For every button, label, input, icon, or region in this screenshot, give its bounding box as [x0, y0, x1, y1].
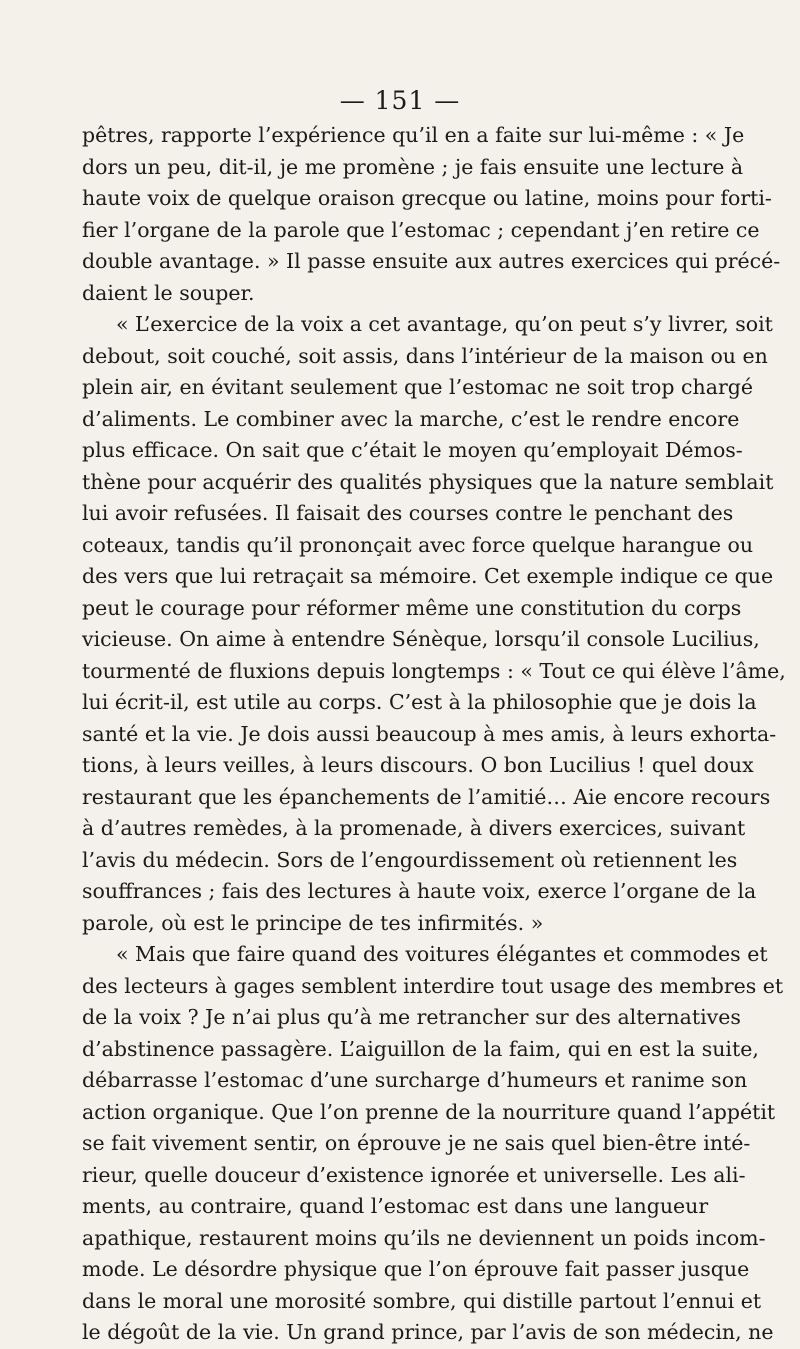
text-line: de la voix ? Je n’ai plus qu’à me retrancher sur des alternatives [82, 1005, 741, 1029]
text-line: peut le courage pour réformer même une constitution du corps [82, 595, 742, 620]
text-line: apathique, restaurent moins qu’ils ne deviennent un poids incom- [82, 1225, 766, 1250]
text-line: coteaux, tandis qu’il prononçait avec force quelque harangue ou [82, 532, 754, 557]
text-line: « L’exercice de la voix a cet avantage, qu’on peut s’y livrer, soit [116, 312, 773, 336]
text-line: parole, où est le principe de tes infirmités. » [82, 910, 544, 935]
text-line: haute voix de quelque oraison grecque ou latine, moins pour forti- [82, 186, 772, 210]
text-line: d’abstinence passagère. L’aiguillon de la faim, qui en est la suite, [82, 1036, 759, 1061]
text-line: dans le moral une morosité sombre, qui distille partout l’ennui et [82, 1288, 762, 1313]
text-line: fier l’organe de la parole que l’estomac ; cependant j’en retire ce [82, 217, 760, 242]
text-line: pêtres, rapporte l’expérience qu’il en a faite sur lui-même : « Je [82, 123, 745, 147]
text-line: dors un peu, dit-il, je me promène ; je fais ensuite une lecture à [82, 154, 744, 179]
text-line: plein air, en évitant seulement que l’estomac ne soit trop chargé [82, 375, 753, 399]
body-text [82, 120, 786, 1349]
text-line: thène pour acquérir des qualités physiques que la nature semblait [82, 469, 774, 494]
text-line: tions, à leurs veilles, à leurs discours. O bon Lucilius ! quel doux [82, 753, 754, 777]
text-line: « Mais que faire quand des voitures élégantes et commodes et [116, 942, 768, 966]
text-line: vicieuse. On aime à entendre Sénèque, lorsqu’il console Lucilius, [82, 627, 760, 651]
text-line: action organique. Que l’on prenne de la nourriture quand l’appétit [82, 1099, 776, 1124]
text-line: des lecteurs à gages semblent interdire tout usage des membres et [82, 973, 784, 998]
text-line: santé et la vie. Je dois aussi beaucoup à mes amis, à leurs exhorta- [82, 721, 777, 746]
text-line: débarrasse l’estomac d’une surcharge d’humeurs et ranime son [82, 1068, 748, 1092]
text-line: l’avis du médecin. Sors de l’engourdissement où retiennent les [82, 847, 738, 872]
text-line: le dégoût de la vie. Un grand prince, par l’avis de son médecin, ne [82, 1320, 774, 1344]
text-line: tourmenté de fluxions depuis longtemps : « Tout ce qui élève l’âme, [82, 658, 786, 683]
text-line: daient le souper. [82, 280, 255, 305]
text-line: se fait vivement sentir, on éprouve je ne sais quel bien-être inté- [82, 1131, 751, 1155]
text-line: à d’autres remèdes, à la promenade, à divers exercices, suivant [82, 816, 746, 840]
text-line: des vers que lui retraçait sa mémoire. Cet exemple indique ce que [82, 564, 774, 588]
text-line: double avantage. » Il passe ensuite aux autres exercices qui précé- [82, 249, 781, 273]
text-line: souffrances ; fais des lectures à haute voix, exerce l’organe de la [82, 879, 757, 903]
text-line: lui avoir refusées. Il faisait des courses contre le penchant des [82, 501, 734, 525]
text-line: ments, au contraire, quand l’estomac est dans une langueur [82, 1194, 709, 1218]
text-line: d’aliments. Le combiner avec la marche, c’est le rendre encore [82, 406, 740, 431]
text-line: lui écrit-il, est utile au corps. C’est à la philosophie que je dois la [82, 690, 757, 714]
text-line: plus efficace. On sait que c’était le moyen qu’employait Démos- [82, 438, 743, 462]
text-line: mode. Le désordre physique que l’on éprouve fait passer jusque [82, 1257, 750, 1281]
text-line: restaurant que les épanchements de l’amitié… Aie encore recours [82, 784, 771, 809]
text-line: debout, soit couché, soit assis, dans l’intérieur de la maison ou en [82, 343, 768, 368]
page-number: — 151 — [339, 86, 461, 115]
text-line: rieur, quelle douceur d’existence ignorée et universelle. Les ali- [82, 1162, 746, 1187]
